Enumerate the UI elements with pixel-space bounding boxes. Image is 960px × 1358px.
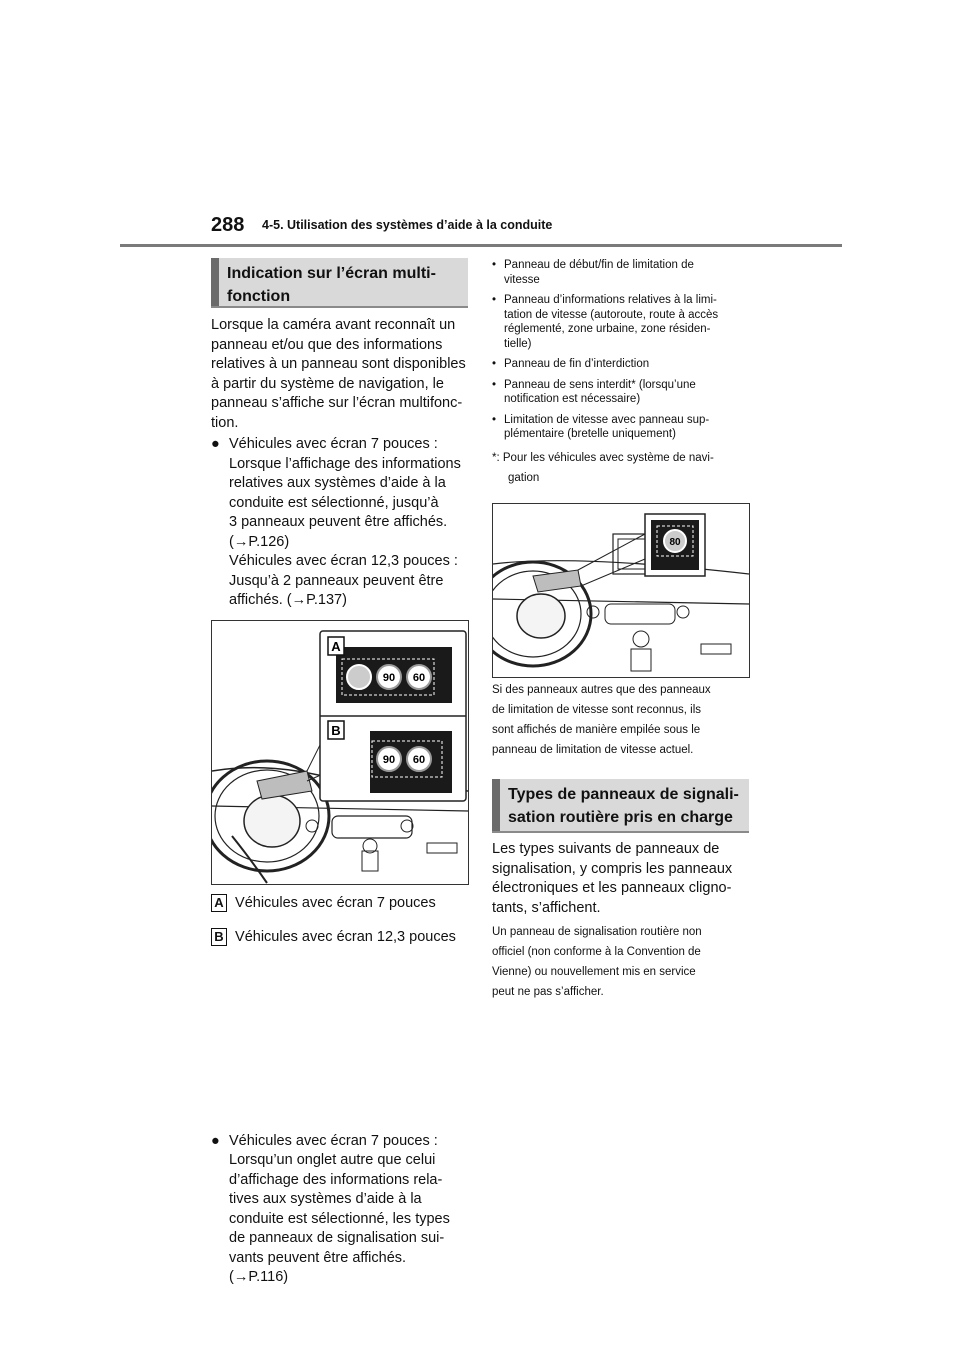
text-line: électroniques et les panneaux cligno- <box>492 880 732 896</box>
footnote <box>492 448 754 488</box>
text-line: sont affichés de manière empilée sous le <box>492 724 701 736</box>
text-line: tion. <box>211 414 239 431</box>
text-line: tives aux systèmes d’aide à la <box>229 1191 422 1207</box>
text-line: vants peuvent être affichés. <box>229 1249 407 1266</box>
text-line: panneau s’affiche sur l’écran multifonc- <box>211 395 463 411</box>
text-line: Pour les véhicules avec système de navi- <box>502 452 714 464</box>
text-line: vitesse <box>504 273 540 286</box>
text-line: panneau de limitation de vitesse actuel. <box>492 744 694 756</box>
text-line: Véhicules avec écran 12,3 pouces : <box>229 553 458 569</box>
list-bullet-icon: • <box>492 358 497 370</box>
text-line: Les types suivants de panneaux de <box>492 841 720 857</box>
text-line: plémentaire (bretelle uniquement) <box>504 428 676 440</box>
text-line: Un panneau de signalisation routière non <box>492 926 702 938</box>
text-line: 3 panneaux peuvent être affichés. <box>229 514 448 530</box>
text-line: Limitation de vitesse avec panneau sup- <box>504 413 710 426</box>
heading-multifunction-display <box>211 258 468 306</box>
heading-line: Indication sur l’écran multi- <box>227 265 436 282</box>
text-line: officiel (non conforme à la Convention de <box>492 946 701 958</box>
legend-text-b: Véhicules avec écran 12,3 pouces <box>235 929 456 945</box>
text-line: Vienne) ou nouvellement mis en service <box>492 966 696 978</box>
legend-a <box>211 894 481 914</box>
text-line: Si des panneaux autres que des panneaux <box>492 684 711 696</box>
text-line: à partir du système de navigation, le <box>211 375 444 392</box>
text-line: Lorsqu’un onglet autre que celui <box>229 1152 436 1168</box>
speed-sign-a2-top: 60 <box>412 672 426 684</box>
text-line: signalisation, y compris les panneaux <box>492 860 733 877</box>
speed-sign-80: 80 <box>669 537 681 548</box>
text-line: de panneaux de signalisation sui- <box>229 1230 445 1246</box>
legend-b <box>211 928 481 948</box>
header-rule <box>120 244 842 247</box>
list-item <box>492 357 754 372</box>
text-line: Lorsque la caméra avant reconnaît un <box>211 317 456 333</box>
bullet-icon: ● <box>211 1132 220 1149</box>
text-line: conduite est sélectionné, jusqu’à <box>229 494 439 511</box>
list-item <box>492 293 754 351</box>
dashboard-illustration-stacked-signs <box>492 503 750 678</box>
text-line: gation <box>508 472 540 484</box>
list-bullet-icon: • <box>492 413 497 426</box>
note-paragraph <box>492 922 754 1002</box>
figure-caption <box>492 680 754 760</box>
text-line: tielle) <box>504 337 532 350</box>
list-bullet-icon: • <box>492 259 497 271</box>
heading-line: fonction <box>227 288 291 305</box>
text-line: conduite est sélectionné, les types <box>229 1210 450 1227</box>
page-number: 288 <box>211 214 245 236</box>
dashboard-illustration-7-and-12-inch <box>211 620 469 885</box>
sign-types-list <box>492 258 754 448</box>
text-line: de limitation de vitesse sont reconnus, ils <box>492 704 702 716</box>
text-line: (→P.126) <box>229 533 290 550</box>
speed-sign-b2: 60 <box>412 754 426 766</box>
list-item <box>492 378 754 407</box>
text-line: Véhicules avec écran 7 pouces : <box>229 436 438 452</box>
footnote-mark: *: <box>492 452 500 464</box>
text-line: Panneau de début/fin de limitation de <box>504 259 694 271</box>
bullet-7-inch-other-tab <box>211 1132 489 1288</box>
heading-line: Types de panneaux de signali- <box>508 786 739 803</box>
section-title: 4-5. Utilisation des systèmes d’aide à la conduite <box>262 218 553 232</box>
text-line: (→P.116) <box>229 1269 289 1285</box>
text-line: panneau et/ou que des informations <box>211 336 443 353</box>
text-line: réglementé, zone urbaine, zone résiden- <box>504 323 711 335</box>
legend-tag-a: A <box>211 894 227 912</box>
legend-text-a: Véhicules avec écran 7 pouces <box>235 895 436 911</box>
text-line: relatives aux systèmes d’aide à la <box>229 475 446 491</box>
bullet-icon: ● <box>211 436 220 452</box>
text-line: Panneau de sens interdit* (lorsqu’une <box>504 378 696 391</box>
heading-supported-sign-types <box>492 779 749 831</box>
text-line: Panneau d’informations relatives à la limi- <box>504 294 717 306</box>
speed-sign-a1-top: 90 <box>382 672 396 684</box>
text-line: tants, s’affichent. <box>492 899 601 916</box>
dashboard-drawing <box>212 621 468 884</box>
text-line: tation de vitesse (autoroute, route à accès <box>504 308 719 321</box>
text-line: d’affichage des informations rela- <box>229 1171 443 1188</box>
speed-sign-a1: 90 <box>382 754 396 766</box>
figure-label-b: B <box>331 723 341 738</box>
legend-tag-b: B <box>211 928 227 946</box>
text-line: Jusqu’à 2 panneaux peuvent être <box>229 572 444 589</box>
list-item <box>492 258 754 287</box>
list-bullet-icon: • <box>492 378 497 391</box>
text-line: peut ne pas s’afficher. <box>492 986 604 998</box>
bullet-7-inch-display <box>211 435 489 611</box>
heading-line: sation routière pris en charge <box>508 809 733 826</box>
figure-label-a: A <box>331 639 341 654</box>
dashboard-drawing <box>493 504 749 677</box>
text-line: Lorsque l’affichage des informations <box>229 455 461 472</box>
text-line: Panneau de fin d’interdiction <box>504 358 650 370</box>
text-line: affichés. (→P.137) <box>229 592 347 608</box>
text-line: Véhicules avec écran 7 pouces : <box>229 1132 438 1149</box>
types-paragraph <box>492 840 754 918</box>
text-line: notification est nécessaire) <box>504 393 641 405</box>
intro-paragraph <box>211 316 471 433</box>
list-bullet-icon: • <box>492 294 497 306</box>
text-line: relatives à un panneau sont disponibles <box>211 356 466 372</box>
list-item <box>492 413 754 442</box>
